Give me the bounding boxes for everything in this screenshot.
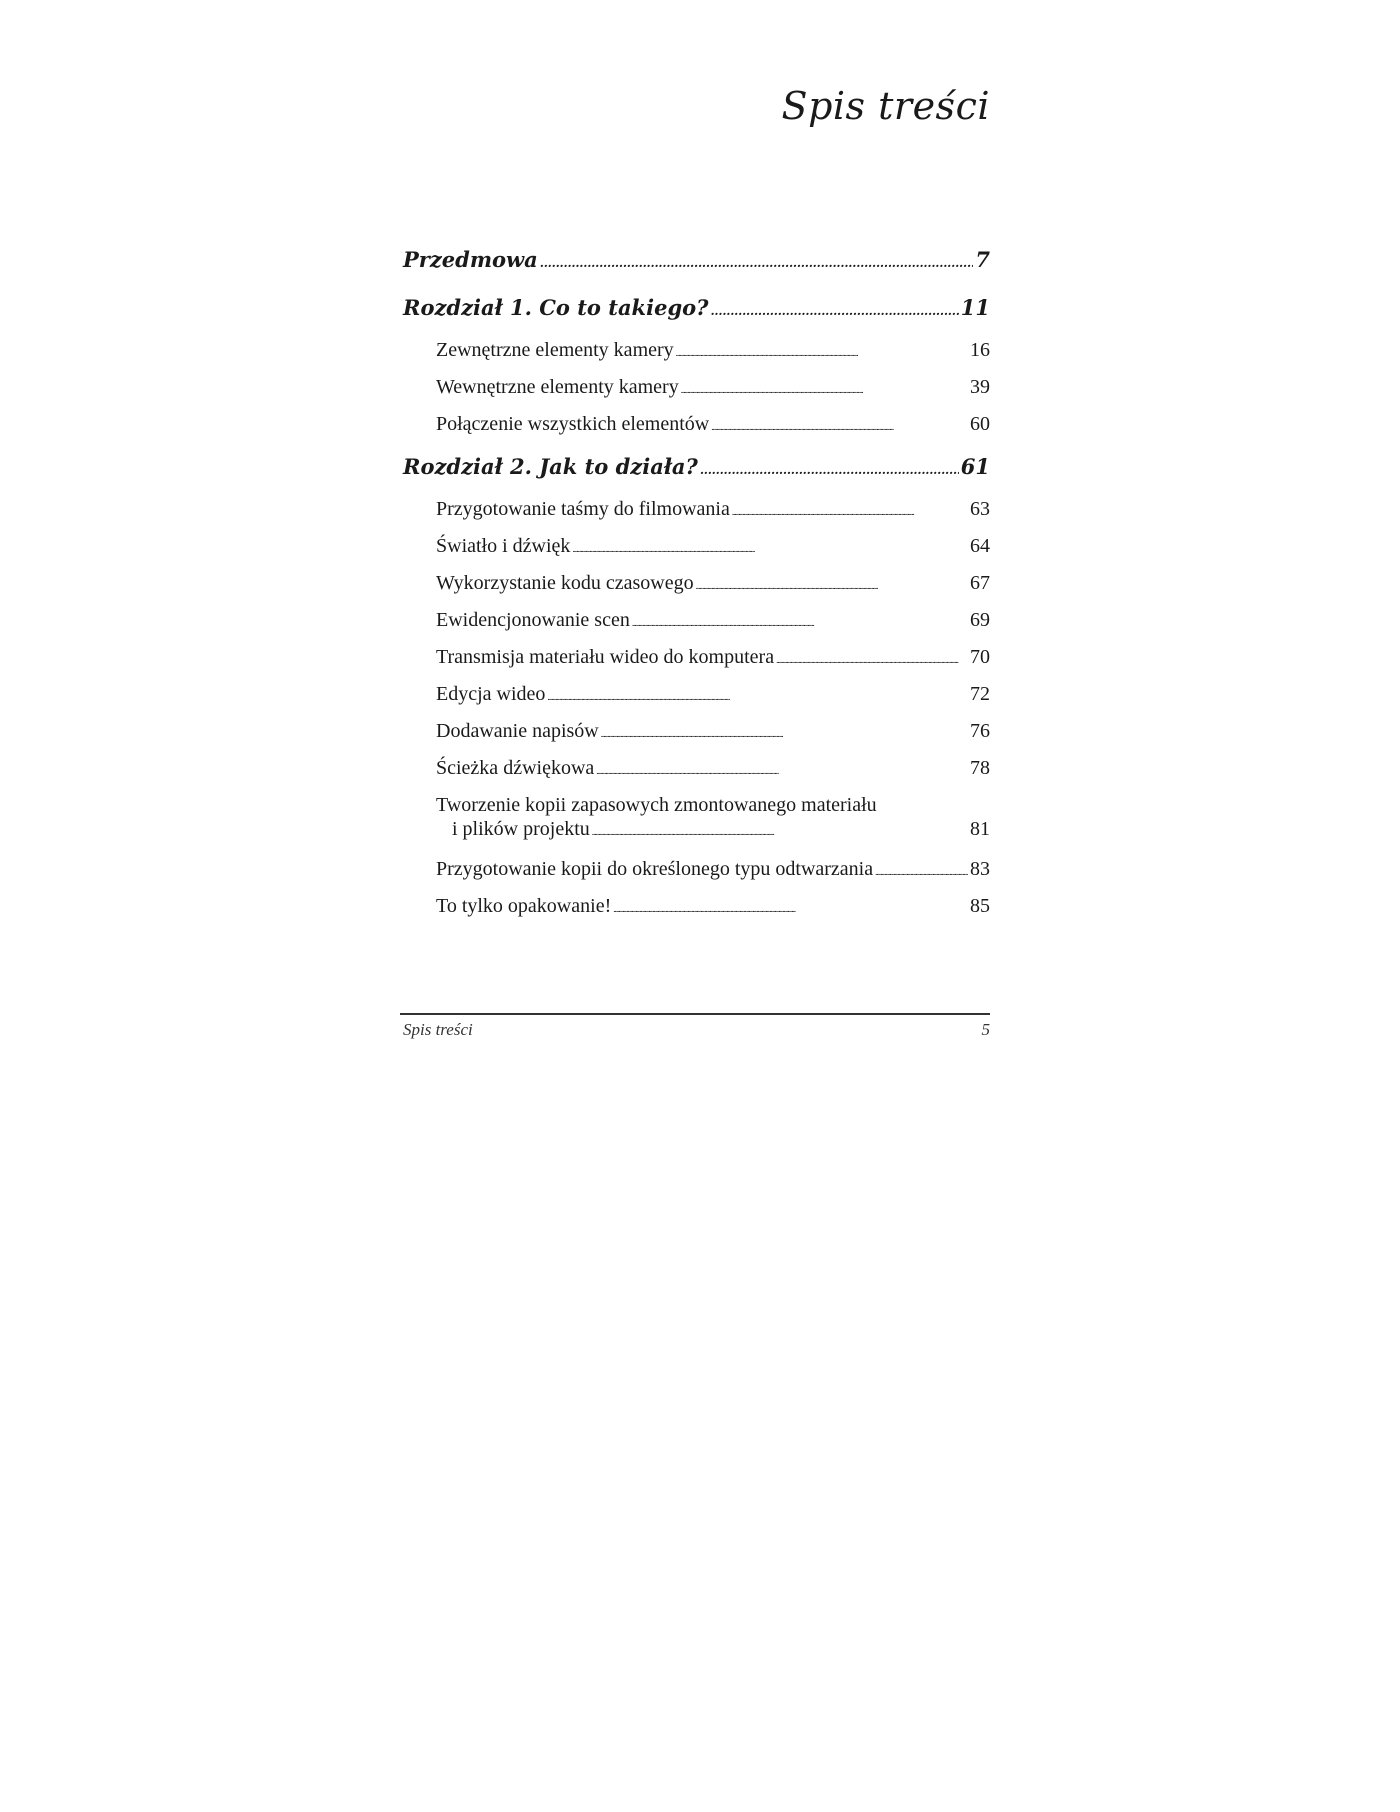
toc-section-entry[interactable] — [403, 491, 990, 528]
toc-entry-page: 81 — [970, 818, 990, 840]
toc-section-entry[interactable] — [403, 406, 990, 443]
toc-entry-page: 64 — [970, 535, 990, 557]
leader-dots — [596, 750, 968, 790]
toc-section-entry[interactable] — [403, 888, 990, 925]
footer-divider — [400, 1013, 990, 1015]
toc-entry-page: 39 — [970, 376, 990, 398]
leader-dots — [875, 851, 968, 891]
toc-section-entry[interactable] — [403, 602, 990, 639]
toc-entry-label: Wykorzystanie kodu czasowego — [436, 572, 694, 594]
toc-entry-label: Przygotowanie taśmy do filmowania — [436, 498, 730, 520]
toc-entry-label: Dodawanie napisów — [436, 720, 599, 742]
leader-dots — [613, 888, 968, 928]
page-title: Spis treści — [781, 84, 990, 128]
toc-section-entry[interactable] — [403, 851, 990, 888]
toc-entry-page: 83 — [970, 858, 990, 880]
toc-entry-label-continuation: i plików projektu — [452, 818, 590, 840]
toc-entry-label: To tylko opakowanie! — [436, 895, 612, 917]
footer-running-title: Spis treści — [403, 1020, 473, 1039]
leader-dots — [547, 676, 968, 716]
toc-entry-label: Połączenie wszystkich elementów — [436, 413, 710, 435]
leader-dots — [776, 639, 968, 679]
toc-entry-page: 7 — [975, 247, 990, 272]
leader-dots — [676, 332, 968, 372]
toc-entry-page: 70 — [970, 646, 990, 668]
toc-entry-label: Ewidencjonowanie scen — [436, 609, 630, 631]
table-of-contents — [403, 236, 990, 925]
toc-entry-label: Wewnętrzne elementy kamery — [436, 376, 679, 398]
toc-section-entry[interactable] — [403, 750, 990, 787]
toc-entry-page: 61 — [960, 454, 990, 479]
toc-chapter-entry[interactable] — [403, 443, 990, 491]
toc-entry-page: 78 — [970, 757, 990, 779]
leader-dots — [700, 443, 959, 494]
toc-entry-label: Zewnętrzne elementy kamery — [436, 339, 674, 361]
toc-entry-label: Edycja wideo — [436, 683, 546, 705]
leader-dots — [710, 284, 958, 335]
toc-section-entry[interactable] — [403, 676, 990, 713]
leader-dots — [732, 491, 968, 531]
leader-dots — [696, 565, 968, 605]
leader-dots — [681, 369, 968, 409]
leader-dots — [592, 817, 968, 844]
toc-section-entry[interactable] — [403, 332, 990, 369]
toc-entry-page: 76 — [970, 720, 990, 742]
leader-dots — [711, 406, 968, 446]
toc-entry-label: Przedmowa — [403, 247, 538, 272]
toc-entry-label: Rozdział 1. Co to takiego? — [403, 295, 709, 320]
toc-section-entry[interactable] — [403, 713, 990, 750]
toc-entry-page: 63 — [970, 498, 990, 520]
toc-entry-label: Ścieżka dźwiękowa — [436, 757, 595, 779]
toc-chapter-entry[interactable] — [403, 236, 990, 284]
footer-page-number: 5 — [981, 1020, 990, 1039]
toc-section-entry[interactable] — [403, 369, 990, 406]
toc-entry-label: Przygotowanie kopii do określonego typu odtwarzania — [436, 858, 874, 880]
toc-section-entry[interactable] — [403, 565, 990, 602]
toc-chapter-entry[interactable] — [403, 284, 990, 332]
toc-entry-label: Tworzenie kopii zapasowych zmontowanego materiału — [436, 794, 877, 816]
leader-dots — [601, 713, 968, 753]
toc-section-entry[interactable] — [403, 528, 990, 565]
leader-dots — [572, 528, 968, 568]
toc-entry-label: Rozdział 2. Jak to działa? — [403, 454, 698, 479]
toc-entry-label: Transmisja materiału wideo do komputera — [436, 646, 775, 668]
toc-entry-page: 16 — [970, 339, 990, 361]
toc-entry-page: 67 — [970, 572, 990, 594]
toc-entry-label: Światło i dźwięk — [436, 535, 571, 557]
leader-dots — [540, 236, 974, 287]
toc-section-entry[interactable] — [403, 639, 990, 676]
leader-dots — [632, 602, 968, 642]
toc-entry-page: 85 — [970, 895, 990, 917]
toc-entry-page: 72 — [970, 683, 990, 705]
toc-section-entry[interactable] — [403, 787, 990, 851]
toc-entry-page: 69 — [970, 609, 990, 631]
toc-entry-page: 11 — [960, 295, 990, 320]
toc-entry-page: 60 — [970, 413, 990, 435]
